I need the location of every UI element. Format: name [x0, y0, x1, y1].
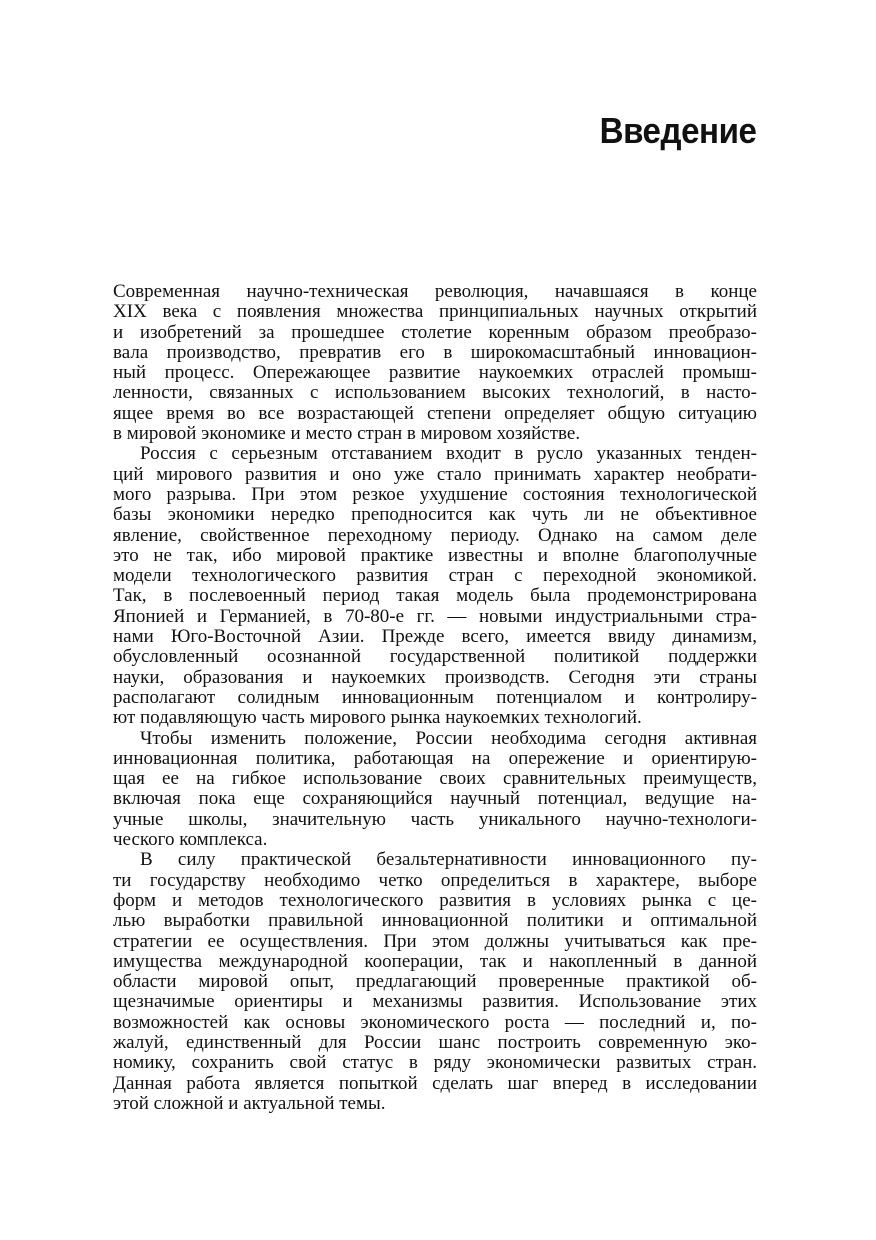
text-line: лью выработки правильной инновационной политики и оптимальной [113, 910, 757, 932]
text-line: это не так, ибо мировой практике известны и вполне благополучные [113, 544, 757, 566]
paragraph-1 [113, 282, 757, 444]
text-line: ный процесс. Опережающее развитие наукоемких отраслей промыш- [113, 362, 757, 384]
text-line: этой сложной и актуальной темы. [113, 1092, 386, 1114]
text-line: возможностей как основы экономического роста — последний и, по- [113, 1011, 757, 1033]
text-line: ций мирового развития и оно уже стало принимать характер необрати- [113, 463, 757, 485]
text-line: в мировой экономике и место стран в мировом хозяйстве. [113, 423, 581, 445]
text-line: базы экономики нередко преподносится как чуть ли не объективное [113, 504, 757, 526]
text-line: и изобретений за прошедшее столетие коренным образом преобразо- [113, 321, 757, 343]
text-line: науки, образования и наукоемких производств. Сегодня эти страны [113, 666, 757, 688]
text-line: щая ее на гибкое использование своих сравнительных преимуществ, [113, 768, 757, 790]
text-line: явление, свойственное переходному периоду. Однако на самом деле [113, 524, 757, 546]
paragraph-4 [113, 850, 757, 1114]
paragraph-2 [113, 444, 757, 728]
text-line: области мировой опыт, предлагающий проверенные практикой об- [113, 971, 757, 993]
text-line: обусловленный осознанной государственной политикой поддержки [113, 646, 757, 668]
text-line: ти государству необходимо четко определиться в характере, выборе [113, 869, 757, 891]
text-line: жалуй, единственный для России шанс построить современную эко- [113, 1031, 757, 1053]
text-line: включая пока еще сохраняющийся научный потенциал, ведущие на- [113, 788, 757, 810]
paragraph-3 [113, 729, 757, 851]
text-line: Современная научно-техническая революция, начавшаяся в конце [113, 281, 757, 302]
text-line: располагают солидным инновационным потенциалом и контролиру- [113, 686, 757, 708]
text-line: Россия с серьезным отставанием входит в русло указанных тенден- [140, 443, 757, 465]
text-line: вала производство, превратив его в широкомасштабный инновацион- [113, 341, 757, 363]
text-line: учные школы, значительную часть уникального научно-технологи- [113, 808, 757, 830]
text-line: Японией и Германией, в 70-80-е гг. — новыми индустриальными стра- [113, 605, 757, 627]
text-line: В силу практической безальтернативности инновационного пу- [140, 849, 757, 871]
text-line: Чтобы изменить положение, России необходима сегодня активная [140, 727, 757, 749]
text-line: ящее время во все возрастающей степени определяет общую ситуацию [113, 402, 757, 424]
text-line: Данная работа является попыткой сделать шаг вперед в исследовании [113, 1072, 757, 1094]
text-line: модели технологического развития стран с переходной экономикой. [113, 565, 757, 587]
text-line: номику, сохранить свой статус в ряду экономически развитых стран. [113, 1052, 757, 1074]
page-title: Введение [599, 110, 756, 151]
text-line: форм и методов технологического развития в условиях рынка с це- [113, 889, 757, 911]
text-line: ленности, связанных с использованием высоких технологий, в насто- [113, 382, 757, 404]
text-line: ческого комплекса. [113, 829, 268, 851]
text-line: инновационная политика, работающая на опережение и ориентирую- [113, 747, 757, 769]
text-line: стратегии ее осуществления. При этом должны учитываться как пре- [113, 930, 757, 952]
text-line: щезначимые ориентиры и механизмы развития. Использование этих [113, 991, 757, 1013]
text-line: ют подавляющую часть мирового рынка наукоемких технологий. [113, 707, 642, 729]
text-line: мого разрыва. При этом резкое ухудшение состояния технологической [113, 483, 757, 505]
text-line: Так, в послевоенный период такая модель была продемонстрирована [113, 585, 757, 607]
text-line: XIX века с появления множества принципиальных научных открытий [113, 301, 757, 323]
body-text [113, 282, 757, 1114]
text-line: имущества международной кооперации, так и накопленный в данной [113, 950, 757, 972]
text-line: нами Юго-Восточной Азии. Прежде всего, имеется ввиду динамизм, [113, 626, 757, 648]
